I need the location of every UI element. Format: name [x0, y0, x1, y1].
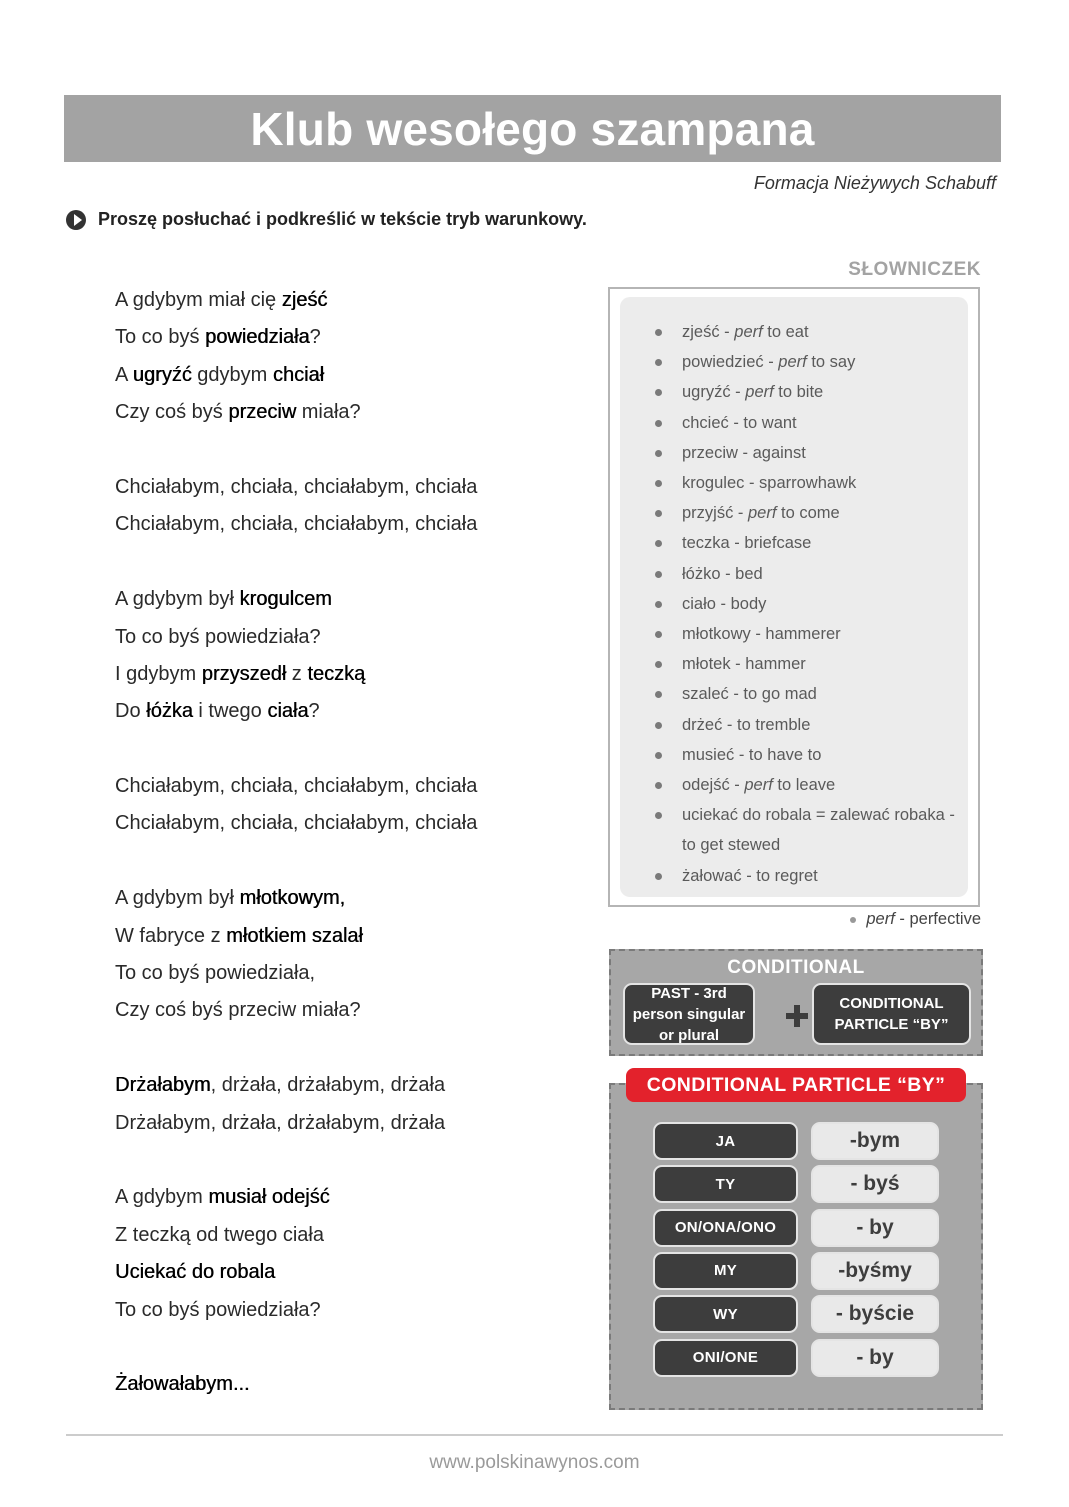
- particle-title: CONDITIONAL PARTICLE “BY”: [626, 1068, 966, 1102]
- lyric-line: Żałowałabym...: [115, 1373, 250, 1396]
- song-author: Formacja Nieżywych Schabuff: [753, 173, 996, 193]
- lyric-line: Chciałabym, chciała, chciałabym, chciała: [115, 812, 478, 835]
- past-tense-pill: PAST - 3rd person singular or plural: [623, 983, 755, 1045]
- lyric-line: Chciałabym, chciała, chciałabym, chciała: [115, 475, 478, 498]
- ending-pill: - by: [811, 1339, 939, 1377]
- glossary-list: [642, 317, 962, 891]
- glossary-item: drżeć - to tremble: [642, 710, 962, 740]
- ending-pill: - by: [811, 1209, 939, 1247]
- lyric-line: I gdybym przyszedł z teczką: [115, 662, 366, 685]
- glossary-item: zjeść - perf to eat: [642, 317, 962, 347]
- plus-icon: [786, 1005, 808, 1027]
- footer-divider: [66, 1434, 1003, 1436]
- ending-pill: - byście: [811, 1295, 939, 1333]
- pronoun-pill: JA: [653, 1122, 798, 1160]
- lyrics: [115, 282, 575, 1404]
- glossary-item: odejść - perf to leave: [642, 770, 962, 800]
- glossary-item: chcieć - to want: [642, 408, 962, 438]
- lyric-line: Chciałabym, chciała, chciałabym, chciała: [115, 775, 478, 798]
- lyric-line: Drżałabym, drżała, drżałabym, drżała: [115, 1074, 446, 1097]
- perf-term: perf: [866, 910, 895, 928]
- glossary-item: powiedzieć - perf to say: [642, 347, 962, 377]
- particle-row: [653, 1209, 939, 1247]
- glossary-item: teczka - briefcase: [642, 528, 962, 558]
- lyric-line: To co byś powiedziała?: [115, 326, 321, 349]
- conditional-title: CONDITIONAL: [727, 957, 865, 978]
- glossary-item: krogulec - sparrowhawk: [642, 468, 962, 498]
- lyric-line: To co byś powiedziała?: [115, 625, 321, 648]
- lyric-line: A gdybym miał cię zjeść: [115, 289, 328, 311]
- lyric-line: Drżałabym, drżała, drżałabym, drżała: [115, 1111, 446, 1134]
- glossary-item: żałować - to regret: [642, 861, 962, 891]
- glossary-item: musieć - to have to: [642, 740, 962, 770]
- lyric-line: A gdybym był krogulcem: [115, 588, 332, 611]
- glossary-item: uciekać do robala = zalewać robaka - to get stewed: [642, 800, 962, 860]
- ending-pill: -byśmy: [811, 1252, 939, 1290]
- footer-url: www.polskinawynos.com: [429, 1452, 640, 1473]
- page-title: Klub wesołego szampana: [250, 102, 815, 155]
- glossary-item: łóżko - bed: [642, 559, 962, 589]
- glossary-panel: [620, 297, 968, 897]
- lyric-line: Uciekać do robala: [115, 1261, 276, 1284]
- lyric-line: A gdybym musiał odejść: [115, 1186, 330, 1209]
- lyric-line: A ugryźć gdybym chciał: [115, 363, 324, 386]
- glossary-box: [608, 287, 980, 907]
- glossary-item: młotkowy - hammerer: [642, 619, 962, 649]
- glossary-item: szaleć - to go mad: [642, 679, 962, 709]
- glossary-item: ciało - body: [642, 589, 962, 619]
- lyric-line: Do łóżka i twego ciała?: [115, 700, 320, 723]
- pronoun-pill: WY: [653, 1295, 798, 1333]
- lyric-line: Czy coś byś przeciw miała?: [115, 401, 361, 424]
- title-bar: [64, 95, 1001, 162]
- conditional-box: [609, 949, 983, 1056]
- bullet-icon: [850, 917, 856, 923]
- arrow-right-icon: [66, 210, 86, 230]
- perf-note: [850, 910, 981, 929]
- particle-row: [653, 1165, 939, 1203]
- pronoun-pill: ONI/ONE: [653, 1339, 798, 1377]
- glossary-heading: SŁOWNICZEK: [848, 259, 981, 280]
- lyric-line: Chciałabym, chciała, chciałabym, chciała: [115, 513, 478, 536]
- pronoun-pill: ON/ONA/ONO: [653, 1209, 798, 1247]
- glossary-item: przeciw - against: [642, 438, 962, 468]
- particle-row: [653, 1122, 939, 1160]
- particle-row: [653, 1339, 939, 1377]
- lyric-line: W fabryce z młotkiem szalał: [115, 924, 363, 947]
- instruction: [66, 209, 587, 230]
- lyric-line: Z teczką od twego ciała: [115, 1223, 324, 1246]
- glossary-item: młotek - hammer: [642, 649, 962, 679]
- ending-pill: - byś: [811, 1165, 939, 1203]
- lyric-line: A gdybym był młotkowym,: [115, 887, 346, 910]
- particle-row: [653, 1252, 939, 1290]
- lyric-line: To co byś powiedziała?: [115, 1298, 321, 1321]
- perf-definition: - perfective: [894, 910, 981, 928]
- glossary-item: przyjść - perf to come: [642, 498, 962, 528]
- instruction-text: Proszę posłuchać i podkreślić w tekście tryb warunkowy.: [98, 209, 587, 229]
- lyric-line: Czy coś byś przeciw miała?: [115, 999, 361, 1022]
- particle-pill: CONDITIONAL PARTICLE “BY”: [812, 983, 971, 1045]
- glossary-item: ugryźć - perf to bite: [642, 377, 962, 407]
- lyric-line: To co byś powiedziała,: [115, 962, 316, 985]
- particle-row: [653, 1295, 939, 1333]
- pronoun-pill: TY: [653, 1165, 798, 1203]
- pronoun-pill: MY: [653, 1252, 798, 1290]
- ending-pill: -bym: [811, 1122, 939, 1160]
